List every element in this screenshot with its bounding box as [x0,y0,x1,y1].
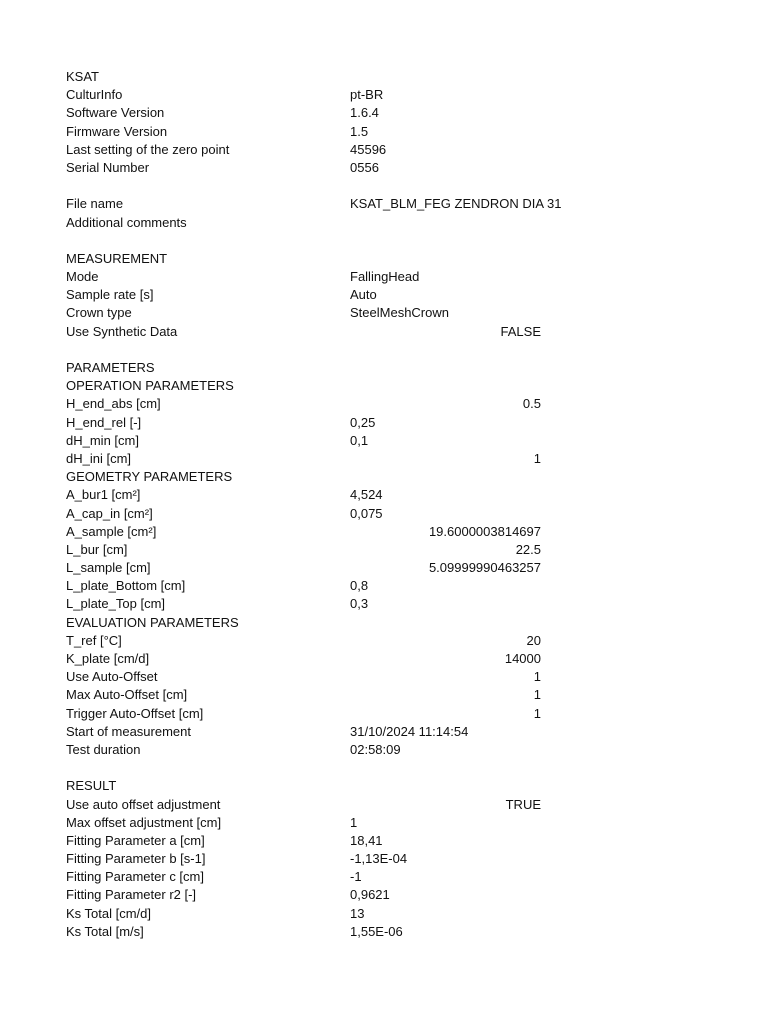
report-row [66,468,546,486]
row-label: Max offset adjustment [cm] [66,814,222,830]
row-value: SteelMeshCrown [350,305,449,321]
row-value: 02:58:09 [350,741,401,757]
row-label: H_end_rel [-] [66,414,142,430]
report-row [66,214,546,232]
row-label: EVALUATION PARAMETERS [66,614,239,630]
report-row [66,705,546,723]
report-row [66,505,546,523]
row-label: Sample rate [s] [66,287,154,303]
row-label: Trigger Auto-Offset [cm] [66,705,204,721]
row-label: L_plate_Top [cm] [66,596,166,612]
report-row [66,632,546,650]
row-value: 0,075 [350,505,383,521]
row-label: L_sample [cm] [66,560,151,576]
row-label: Firmware Version [66,123,168,139]
row-value: KSAT_BLM_FEG ZENDRON DIA 31 [350,196,562,212]
row-value: -1 [350,869,362,885]
report-row [66,68,546,86]
report-row [66,104,546,122]
row-label: Software Version [66,105,165,121]
row-value: 4,524 [350,487,383,503]
report-row [66,450,546,468]
row-label: MEASUREMENT [66,250,168,266]
row-label: dH_ini [cm] [66,450,132,466]
row-value: 5.09999990463257 [428,560,541,576]
row-value: 1 [533,687,541,703]
row-value: 1 [533,705,541,721]
report-row [66,377,546,395]
row-label: File name [66,196,124,212]
row-label: Ks Total [m/s] [66,923,144,939]
row-label: Use Auto-Offset [66,669,158,685]
row-value: FALSE [500,323,541,339]
row-label: Use Synthetic Data [66,323,178,339]
report-row [66,486,546,504]
report-row [66,868,546,886]
blank-row [66,232,546,250]
report-row [66,886,546,904]
report-row [66,195,562,213]
row-label: Max Auto-Offset [cm] [66,687,188,703]
row-value: 0,3 [350,596,369,612]
row-label: CulturInfo [66,87,123,103]
row-value: 1,55E-06 [350,923,403,939]
row-value: 1 [533,450,541,466]
report-row [66,850,546,868]
row-label: A_cap_in [cm²] [66,505,153,521]
blank-row [66,177,546,195]
report-row [66,414,546,432]
row-label: KSAT [66,69,99,84]
report-row [66,650,546,668]
report-row [66,668,546,686]
row-value: Auto [350,287,377,303]
row-label: K_plate [cm/d] [66,651,150,666]
row-label: GEOMETRY PARAMETERS [66,469,233,485]
row-label: RESULT [66,778,117,794]
ksat-report-sheet [66,68,562,941]
row-label: Mode [66,269,99,285]
report-row [66,741,546,759]
row-label: L_bur [cm] [66,541,128,557]
row-value: 0,1 [350,432,369,448]
report-row [66,268,546,286]
report-row [66,523,546,541]
report-row [66,141,546,159]
row-value: 45596 [350,141,387,157]
report-row [66,250,546,268]
row-label: A_sample [cm²] [66,523,157,539]
report-row [66,541,546,559]
report-row [66,286,546,304]
row-value: 1 [533,669,541,685]
row-value: 1.5 [350,123,369,139]
row-value: TRUE [505,796,541,812]
report-row [66,123,546,141]
report-row [66,395,546,413]
row-value: 1 [350,814,358,830]
row-label: Start of measurement [66,723,191,739]
row-value: 20 [526,632,541,648]
row-value: 18,41 [350,832,383,848]
report-row [66,614,546,632]
row-label: Additional comments [66,214,187,230]
report-row [66,796,546,814]
row-value: 13 [350,905,365,921]
row-label: Crown type [66,305,132,321]
row-value: 22.5 [515,541,541,557]
report-row [66,559,546,577]
report-row [66,86,546,104]
row-value: FallingHead [350,269,420,285]
row-value: 0556 [350,159,379,175]
report-row [66,777,546,795]
row-label: Fitting Parameter b [s-1] [66,851,206,867]
row-label: Ks Total [cm/d] [66,905,152,921]
row-label: Test duration [66,741,141,757]
row-label: Fitting Parameter r2 [-] [66,887,197,903]
report-row [66,686,546,704]
report-row [66,723,546,741]
row-label: Serial Number [66,159,150,175]
report-row [66,359,546,377]
row-value: 0.5 [522,396,541,412]
row-label: L_plate_Bottom [cm] [66,578,186,594]
row-value: 0,9621 [350,887,390,903]
row-label: Fitting Parameter c [cm] [66,869,204,885]
report-row [66,159,546,177]
report-row [66,832,546,850]
report-row [66,432,546,450]
row-value: 14000 [504,651,541,666]
row-value: -1,13E-04 [350,851,408,867]
row-value: pt-BR [350,87,384,103]
blank-row [66,759,546,777]
row-label: Use auto offset adjustment [66,796,221,812]
row-label: H_end_abs [cm] [66,396,161,412]
row-value: 0,8 [350,578,369,594]
report-row [66,595,546,613]
row-label: PARAMETERS [66,360,155,375]
report-row [66,323,546,341]
row-label: A_bur1 [cm²] [66,487,141,503]
report-row [66,304,546,322]
report-row [66,577,546,595]
report-row [66,923,546,941]
row-value: 0,25 [350,414,376,430]
report-row [66,905,546,923]
blank-row [66,341,546,359]
row-label: T_ref [°C] [66,632,122,648]
row-value: 19.6000003814697 [428,523,541,539]
row-label: dH_min [cm] [66,432,139,448]
row-label: Last setting of the zero point [66,141,230,157]
report-row [66,814,546,832]
row-label: Fitting Parameter a [cm] [66,832,205,848]
row-value: 1.6.4 [350,105,379,121]
row-label: OPERATION PARAMETERS [66,378,234,394]
row-value: 31/10/2024 11:14:54 [350,723,469,739]
